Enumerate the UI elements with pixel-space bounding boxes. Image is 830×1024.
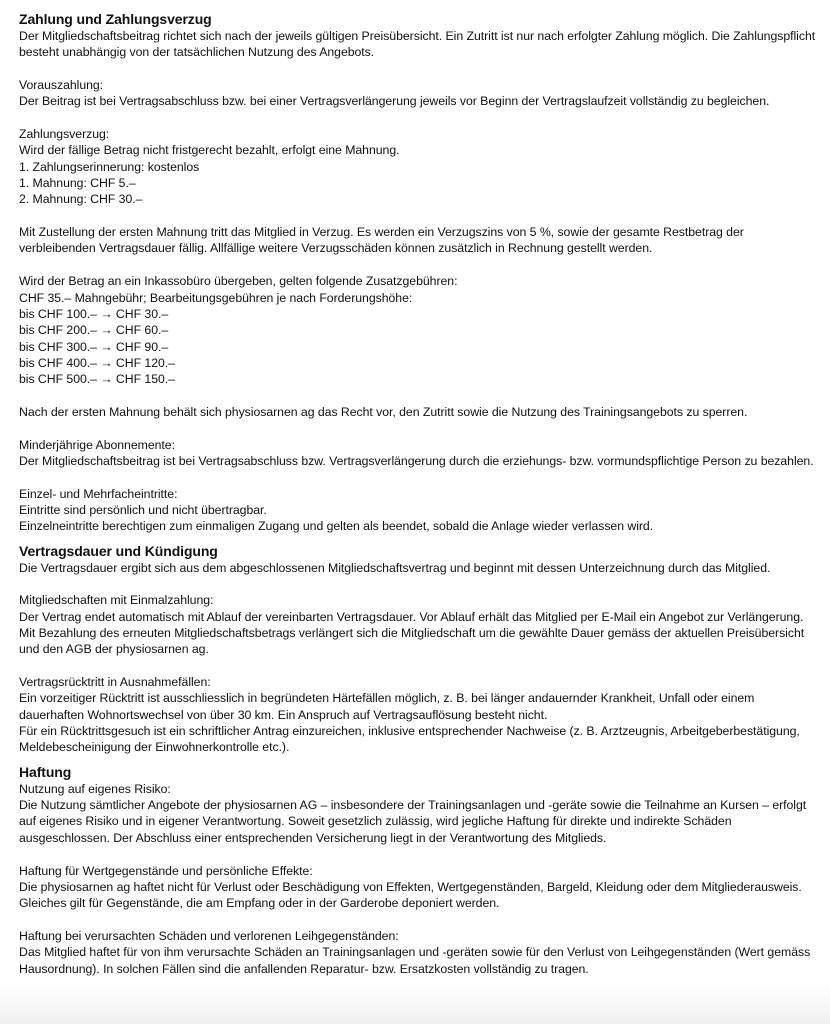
block-text: Der Vertrag endet automatisch mit Ablauf der vereinbarten Vertragsdauer. Vor Ablauf erhält das Mitglied per E-Mail ein Angebot zur Verlängerung. Mit Bezahlung des erneuten Mitgliedschaftsbetrags verlängert sich die Mitgliedschaft um die gewählte Dauer gemäss der aktuellen Preisübersicht und den AGB der physiosarnen ag. [19, 609, 805, 657]
block-title: Mitgliedschaften mit Einmalzahlung: [19, 593, 214, 608]
block-text: Wird der fällige Betrag nicht fristgerecht bezahlt, erfolgt eine Mahnung. [19, 143, 400, 158]
block-text: CHF 35.– Mahngebühr; Bearbeitungsgebühren je nach Forderungshöhe: [19, 290, 413, 305]
block-title: Vorauszahlung: [19, 78, 104, 93]
block-title: Haftung für Wertgegenstände und persönliche Effekte: [19, 863, 313, 878]
block-text: Die physiosarnen ag haftet nicht für Verlust oder Beschädigung von Effekten, Wertgegenständen, Bargeld, Kleidung oder dem Mitgliederausweis. Gleiches gilt für Gegenstände, die am Empfang oder in der Garderobe deponiert werden. [19, 879, 802, 911]
block-text: Für ein Rücktrittsgesuch ist ein schriftlicher Antrag einzureichen, inklusive entsprechender Nachweise (z. B. Arztzeugnis, Arbeitgeberbestätigung, Meldebescheinigung der Einwohnerkontrolle etc.). [19, 724, 800, 755]
block-verzug [19, 224, 819, 257]
block-inkasso [19, 273, 819, 387]
fee-tier: bis CHF 200.– → CHF 60.– [19, 323, 169, 338]
block-text: Nach der ersten Mahnung behält sich physiosarnen ag das Recht vor, den Zutritt sowie die Nutzung des Trainingsangebots zu sperren. [19, 404, 748, 419]
fee-tier: bis CHF 400.– → CHF 120.– [19, 355, 175, 370]
section-zahlung [19, 11, 819, 535]
fee-tier: bis CHF 500.– → CHF 150.– [19, 372, 175, 387]
block-text: Wird der Betrag an ein Inkassobüro übergeben, gelten folgende Zusatzgebühren: [19, 274, 458, 289]
section-vertragsdauer [19, 543, 819, 756]
block-text: Der Mitgliedschaftsbeitrag ist bei Vertragsabschluss bzw. Vertragsverlängerung durch die erziehungs- bzw. vormundspflichtige Person zu bezahlen. [19, 453, 814, 468]
block-title: Minderjährige Abonnemente: [19, 437, 175, 452]
document-body [19, 11, 819, 977]
block-eigenes-risiko [19, 781, 819, 846]
block-ruecktritt [19, 674, 819, 756]
section-haftung [19, 764, 819, 977]
fee-item: 1. Mahnung: CHF 5.– [19, 176, 136, 191]
section-heading: Haftung [19, 763, 72, 780]
fee-item: 1. Zahlungserinnerung: kostenlos [19, 159, 200, 174]
block-text: Einzelneintritte berechtigen zum einmaligen Zugang und gelten als beendet, sobald die Anlage wieder verlassen wird. [19, 519, 654, 534]
block-text: Mit Zustellung der ersten Mahnung tritt das Mitglied in Verzug. Es werden ein Verzugszins von 5 %, sowie der gesamte Restbetrag der verbleibenden Vertragsdauer fällig. Allfällige weitere Verzugsschäden können zusätzlich in Rechnung gestellt werden. [19, 225, 744, 256]
block-minderjaehrige [19, 437, 819, 470]
section-intro: Die Vertragsdauer ergibt sich aus dem abgeschlossenen Mitgliedschaftsvertrag und beginnt mit dessen Unterzeichnung durch das Mitglied. [19, 560, 771, 575]
section-intro: Der Mitgliedschaftsbeitrag richtet sich nach der jeweils gültigen Preisübersicht. Ein Zutritt ist nur nach erfolgter Zahlung möglich. Die Zahlungspflicht besteht unabhängig von der tatsächlichen Nutzung des Angebots. [19, 29, 816, 60]
block-text: Der Beitrag ist bei Vertragsabschluss bzw. bei einer Vertragsverlängerung jeweils vor Beginn der Vertragslaufzeit vollständig zu begleichen. [19, 94, 770, 109]
section-heading: Zahlung und Zahlungsverzug [19, 11, 212, 27]
block-wertgegenstaende [19, 863, 819, 912]
block-text: Eintritte sind persönlich und nicht übertragbar. [19, 502, 267, 517]
section-heading: Vertragsdauer und Kündigung [19, 542, 218, 559]
fee-tier: bis CHF 300.– → CHF 90.– [19, 339, 169, 354]
block-title: Nutzung auf eigenes Risiko: [19, 781, 171, 796]
fee-item: 2. Mahnung: CHF 30.– [19, 192, 143, 207]
block-vorauszahlung [19, 77, 819, 110]
block-zahlungsverzug [19, 126, 819, 208]
block-text: Ein vorzeitiger Rücktritt ist ausschliesslich in begründeten Härtefällen möglich, z. B. bei länger andauernder Krankheit, Unfall oder einem dauerhaften Wohnortswechsel von über 30 km. Ein Anspruch auf Vertragsauflösung besteht nicht. [19, 691, 755, 722]
block-einmalzahlung [19, 592, 819, 657]
block-eintritte [19, 486, 819, 535]
block-title: Einzel- und Mehrfacheintritte: [19, 486, 178, 501]
block-sperrung [19, 404, 819, 420]
block-title: Zahlungsverzug: [19, 127, 110, 142]
block-title: Vertragsrücktritt in Ausnahmefällen: [19, 675, 211, 690]
fee-tier: bis CHF 100.– → CHF 30.– [19, 306, 169, 321]
block-title: Haftung bei verursachten Schäden und verlorenen Leihgegenständen: [19, 928, 399, 943]
block-text: Die Nutzung sämtlicher Angebote der physiosarnen AG – insbesondere der Trainingsanlagen und -geräte sowie die Teilnahme an Kursen – erfolgt auf eigenes Risiko und in eigener Verantwortung. Soweit gesetzlich zulässig, wird jegliche Haftung für direkte und indirekte Schäden ausgeschlossen. Der Abschluss einer entsprechenden Versicherung liegt in der Verantwortung des Mitglieds. [19, 798, 807, 845]
block-text: Das Mitglied haftet für von ihm verursachte Schäden an Trainingsanlagen und -geräten sowie für den Verlust von Leihgegenständen (Wert gemäss Hausordnung). In solchen Fällen sind die anfallenden Reparatur- bzw. Ersatzkosten vollständig zu tragen. [19, 945, 811, 976]
block-schaeden [19, 928, 819, 977]
